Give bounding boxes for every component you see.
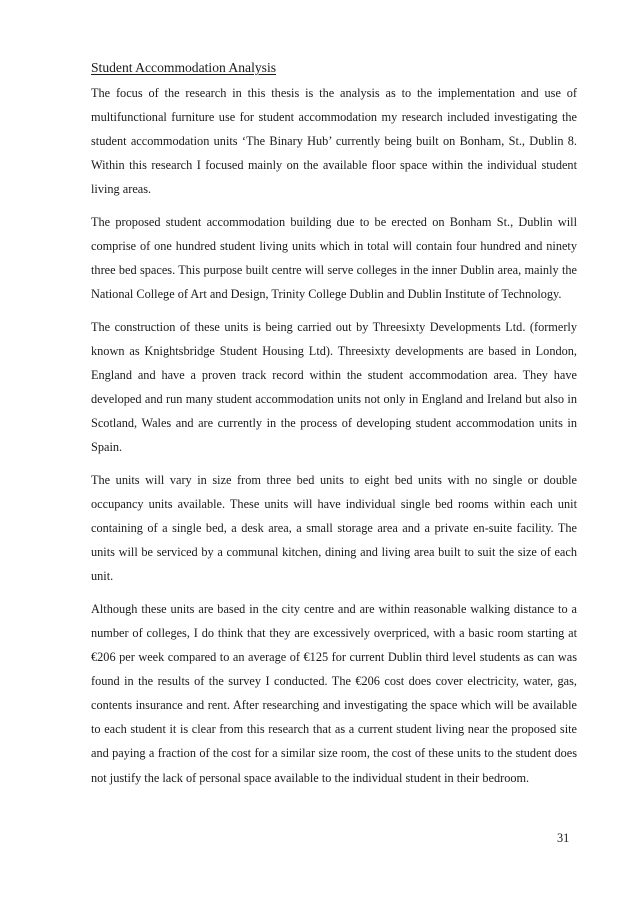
paragraph-proposed-building: The proposed student accommodation building due to be erected on Bonham St., Dublin will comprise of one hundred student living units which in total will contain four hundred and ninety three bed spaces. This purpose built centre will serve colleges in the inner Dublin area, mainly the National College of Art and Design, Trinity College Dublin and Dublin Institute of Technology.: [91, 214, 577, 302]
page-number: 31: [557, 831, 570, 845]
paragraph-construction: The construction of these units is being carried out by Threesixty Developments Ltd. (formerly known as Knightsbridge Student Housing Ltd). Threesixty developments are based in London, England and have a proven track record within the student accommodation area. They have developed and run many student accommodation units not only in England and Ireland but also in Scotland, Wales and are currently in the process of developing student accommodation units in Spain.: [91, 319, 577, 455]
paragraph-research-focus: The focus of the research in this thesis is the analysis as to the implementation and use of multifunctional furniture use for student accommodation my research included investigating the student accommodation units ‘The Binary Hub’ currently being built on Bonham, St., Dublin 8. Within this research I focused mainly on the available floor space within the individual student living areas.: [91, 86, 577, 197]
paragraph-unit-sizes: The units will vary in size from three bed units to eight bed units with no single or double occupancy units available. These units will have individual single bed rooms within each unit containing of a single bed, a desk area, a small storage area and a private en-suite facility. The units will be serviced by a communal kitchen, dining and living area built to suit the size of each unit.: [91, 472, 577, 584]
paragraph-pricing: Although these units are based in the city centre and are within reasonable walking distance to a number of colleges, I do think that they are excessively overpriced, with a basic room starting at €206 per week compared to an average of €125 for current Dublin third level students as can was found in the results of the survey I conducted. The €206 cost does cover electricity, water, gas, contents insurance and rent. After researching and investigating the space which will be available to each student it is clear from this research that as a current student living near the proposed site and paying a fraction of the cost for a similar size room, the cost of these units to the student does not justify the lack of personal space available to the individual student in their bedroom.: [91, 601, 577, 785]
document-page: [91, 56, 577, 798]
section-heading: Student Accommodation Analysis: [91, 60, 277, 75]
